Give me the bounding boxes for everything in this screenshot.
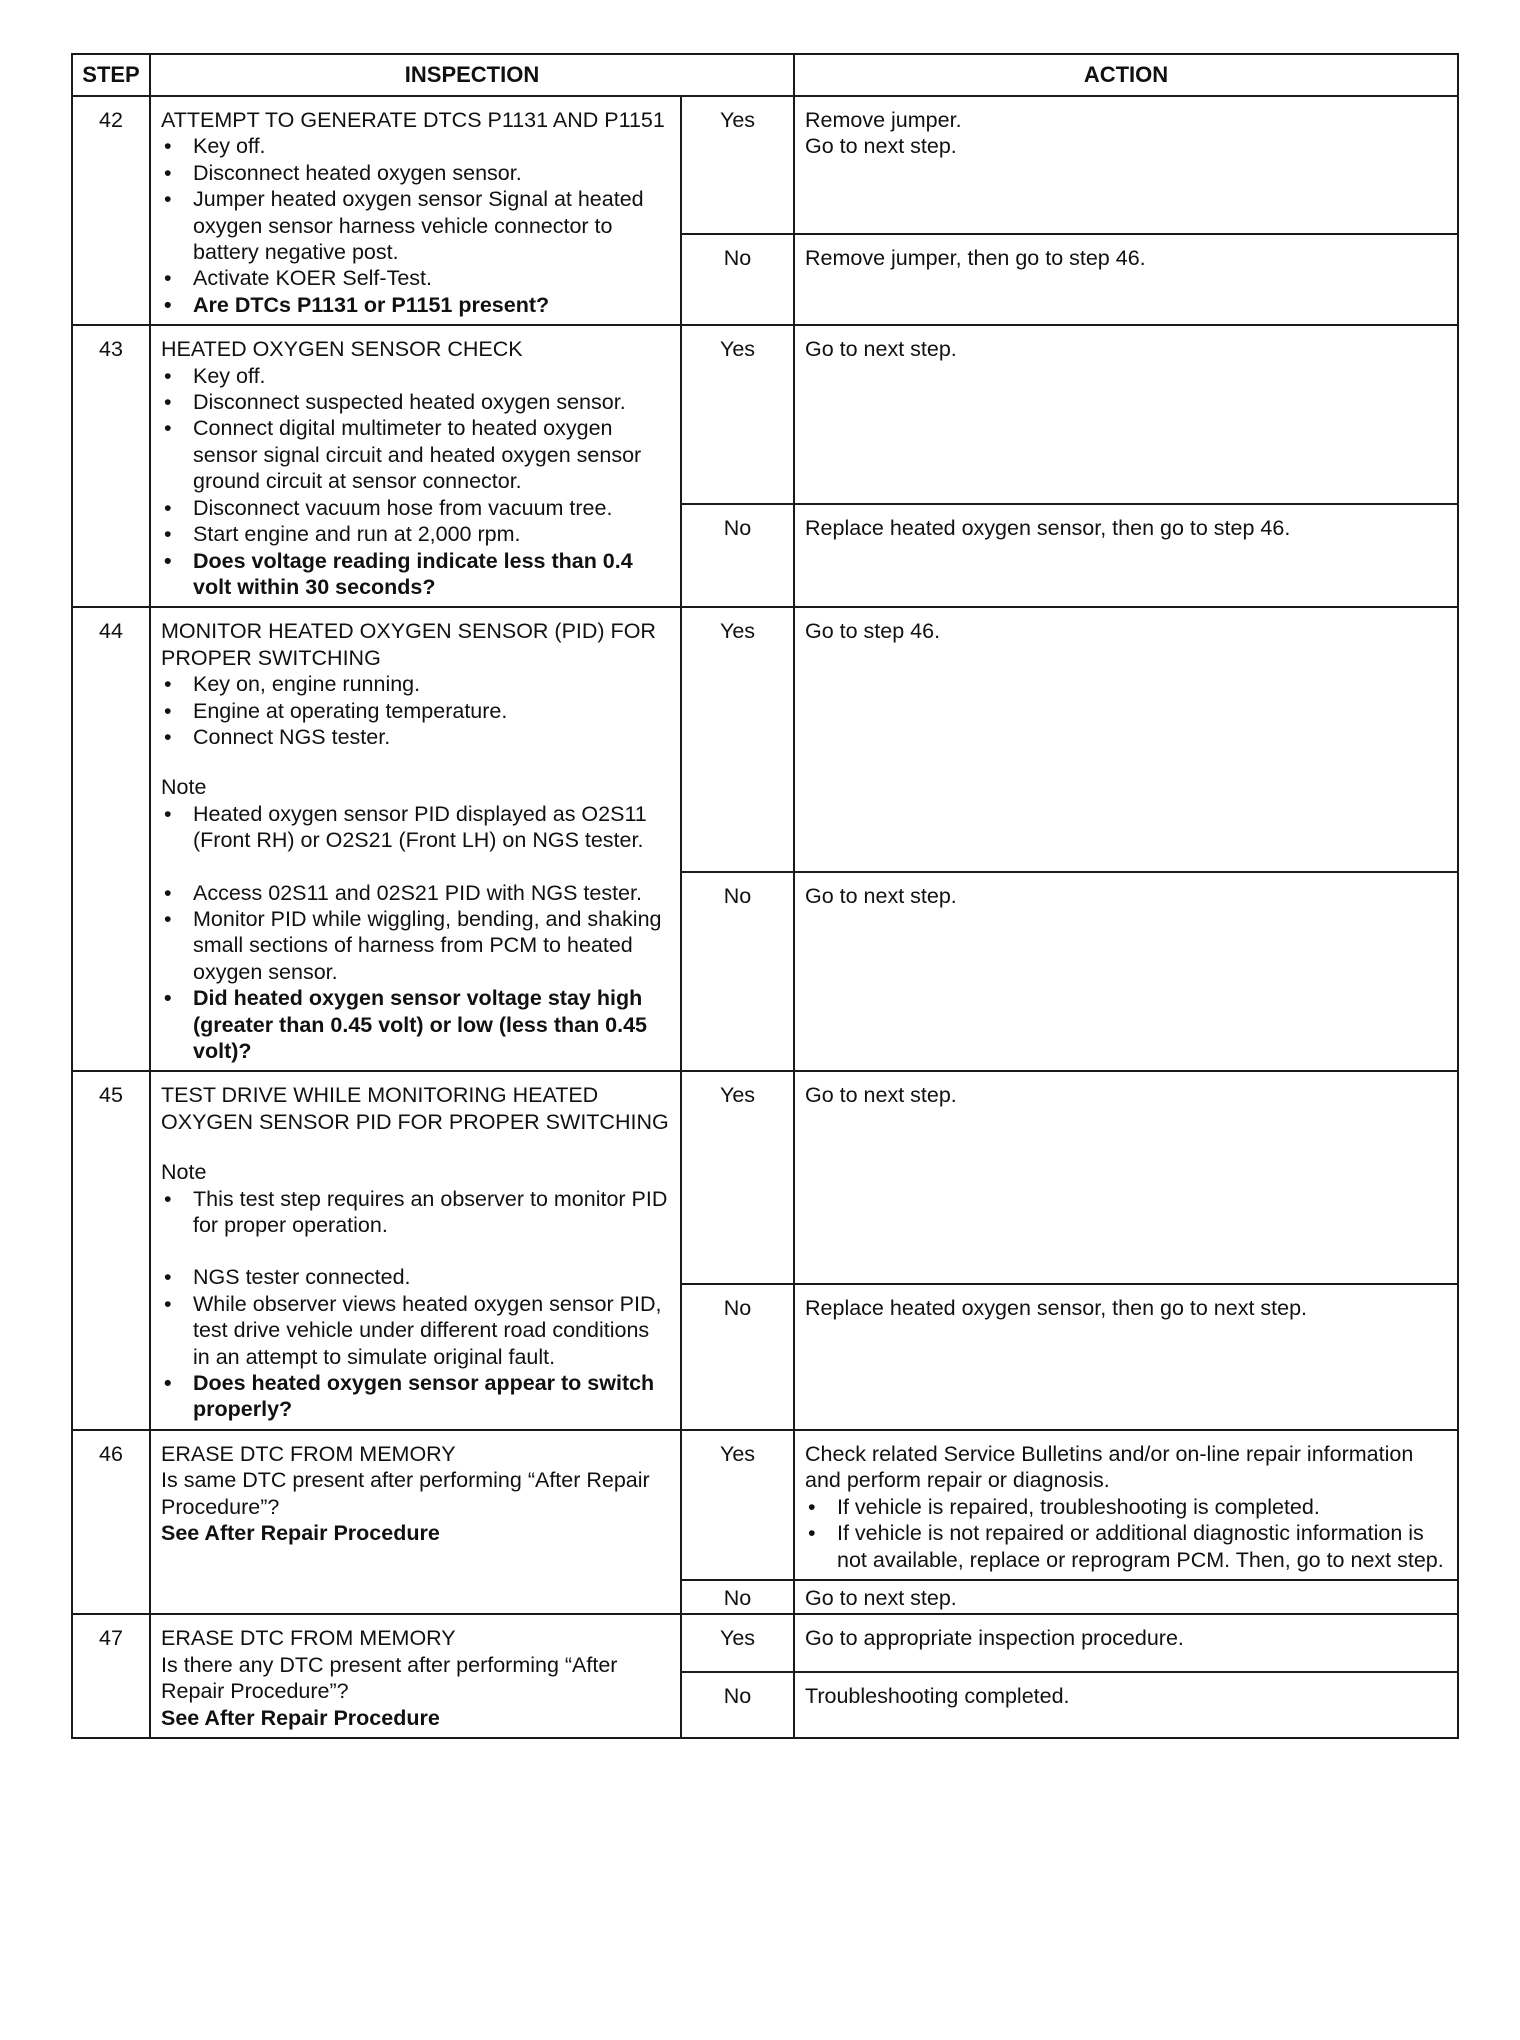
header-inspection: INSPECTION xyxy=(150,54,794,96)
yes-label: Yes xyxy=(681,1071,794,1284)
yes-action xyxy=(794,1430,1458,1580)
header-row xyxy=(72,54,1458,96)
no-action: Replace heated oxygen sensor, then go to next step. xyxy=(794,1284,1458,1429)
inspection-bullets xyxy=(161,133,670,318)
step-42-yes-row xyxy=(72,96,1458,234)
yes-action: Go to next step. xyxy=(794,1071,1458,1284)
bullet-question: • Did heated oxygen sensor voltage stay high (greater than 0.45 volt) or low (less than 0.45 volt)? xyxy=(161,985,670,1064)
bullet: • NGS tester connected. xyxy=(161,1264,670,1290)
step-number: 43 xyxy=(72,325,150,607)
step-number: 44 xyxy=(72,607,150,1071)
bullet-question: • Are DTCs P1131 or P1151 present? xyxy=(161,292,670,318)
bullet: • Connect digital multimeter to heated oxygen sensor signal circuit and heated oxygen sensor ground circuit at sensor connector. xyxy=(161,415,670,494)
no-action: Remove jumper, then go to step 46. xyxy=(794,234,1458,325)
header-step: STEP xyxy=(72,54,150,96)
yes-label: Yes xyxy=(681,1614,794,1672)
bullet: • While observer views heated oxygen sensor PID, test drive vehicle under different road conditions in an attempt to simulate original fault. xyxy=(161,1291,670,1370)
diagnostic-table xyxy=(71,53,1459,1739)
yes-action xyxy=(794,96,1458,234)
no-label: No xyxy=(681,1580,794,1614)
bullet: • Access 02S11 and 02S21 PID with NGS tester. xyxy=(161,880,670,906)
bullet: • Key off. xyxy=(161,133,670,159)
bullet: • Monitor PID while wiggling, bending, and shaking small sections of harness from PCM to heated oxygen sensor. xyxy=(161,906,670,985)
step-number: 45 xyxy=(72,1071,150,1429)
inspection-bullets xyxy=(161,1264,670,1422)
step-44-yes-row xyxy=(72,607,1458,872)
inspection-title: ATTEMPT TO GENERATE DTCS P1131 AND P1151 xyxy=(161,108,665,132)
no-action: Go to next step. xyxy=(794,1580,1458,1614)
yes-action: Go to appropriate inspection procedure. xyxy=(794,1614,1458,1672)
yes-label: Yes xyxy=(681,96,794,234)
step-47-inspection xyxy=(150,1614,681,1738)
inspection-bullets xyxy=(161,671,670,750)
inspection-title: ERASE DTC FROM MEMORY xyxy=(161,1441,456,1466)
note-bullets xyxy=(161,801,670,854)
step-43-inspection xyxy=(150,325,681,607)
action-bullet: • If vehicle is repaired, troubleshooting is completed. xyxy=(805,1494,1447,1520)
bullet: • Disconnect suspected heated oxygen sensor. xyxy=(161,389,670,415)
bullet: • Start engine and run at 2,000 rpm. xyxy=(161,521,670,547)
inspection-bullets xyxy=(161,880,670,1065)
bullet: • Disconnect heated oxygen sensor. xyxy=(161,160,670,186)
bullet: • Key on, engine running. xyxy=(161,671,670,697)
bullet: • Disconnect vacuum hose from vacuum tree. xyxy=(161,495,670,521)
no-label: No xyxy=(681,1284,794,1429)
yes-label: Yes xyxy=(681,1430,794,1580)
no-action: Go to next step. xyxy=(794,872,1458,1071)
action-bullet: • If vehicle is not repaired or additional diagnostic information is not available, replace or reprogram PCM. Then, go to next step. xyxy=(805,1520,1447,1573)
inspection-title: ERASE DTC FROM MEMORY xyxy=(161,1626,456,1651)
yes-label: Yes xyxy=(681,607,794,872)
yes-action: Go to step 46. xyxy=(794,607,1458,872)
note-label: Note xyxy=(161,775,207,800)
step-number: 47 xyxy=(72,1614,150,1738)
action-line: Go to next step. xyxy=(805,134,957,159)
bullet-question: • Does voltage reading indicate less than 0.4 volt within 30 seconds? xyxy=(161,548,670,601)
action-line: Remove jumper. xyxy=(805,108,962,132)
bullet: • Key off. xyxy=(161,363,670,389)
step-44-inspection xyxy=(150,607,681,1071)
yes-label: Yes xyxy=(681,325,794,504)
header-action: ACTION xyxy=(794,54,1458,96)
bullet: • Jumper heated oxygen sensor Signal at heated oxygen sensor harness vehicle connector to battery negative post. xyxy=(161,186,670,265)
inspection-title: MONITOR HEATED OXYGEN SENSOR (PID) FOR PROPER SWITCHING xyxy=(161,619,656,670)
action-text: Check related Service Bulletins and/or on-line repair information and perform repair or diagnosis. xyxy=(805,1441,1414,1493)
step-number: 42 xyxy=(72,96,150,325)
inspection-question: Is same DTC present after performing “After Repair Procedure”? xyxy=(161,1468,650,1519)
step-47-yes-row xyxy=(72,1614,1458,1672)
no-label: No xyxy=(681,1672,794,1738)
see-reference: See After Repair Procedure xyxy=(161,1521,440,1546)
bullet: • Engine at operating temperature. xyxy=(161,698,670,724)
no-label: No xyxy=(681,872,794,1071)
step-45-yes-row xyxy=(72,1071,1458,1284)
inspection-title: HEATED OXYGEN SENSOR CHECK xyxy=(161,337,523,362)
bullet: • Connect NGS tester. xyxy=(161,724,670,750)
step-46-yes-row xyxy=(72,1430,1458,1580)
no-action: Troubleshooting completed. xyxy=(794,1672,1458,1738)
note-bullets xyxy=(161,1186,670,1239)
no-label: No xyxy=(681,504,794,607)
step-46-inspection xyxy=(150,1430,681,1614)
step-45-inspection xyxy=(150,1071,681,1429)
no-label: No xyxy=(681,234,794,325)
no-action: Replace heated oxygen sensor, then go to step 46. xyxy=(794,504,1458,607)
bullet-question: • Does heated oxygen sensor appear to switch properly? xyxy=(161,1370,670,1423)
see-reference: See After Repair Procedure xyxy=(161,1705,440,1730)
bullet: • Activate KOER Self-Test. xyxy=(161,265,670,291)
step-43-yes-row xyxy=(72,325,1458,504)
step-number: 46 xyxy=(72,1430,150,1614)
inspection-bullets xyxy=(161,363,670,601)
note-bullet: • Heated oxygen sensor PID displayed as O2S11 (Front RH) or O2S21 (Front LH) on NGS tester. xyxy=(161,801,670,854)
note-bullet: • This test step requires an observer to monitor PID for proper operation. xyxy=(161,1186,670,1239)
step-42-inspection xyxy=(150,96,681,325)
yes-action: Go to next step. xyxy=(794,325,1458,504)
action-bullets xyxy=(805,1494,1447,1573)
inspection-question: Is there any DTC present after performing “After Repair Procedure”? xyxy=(161,1652,618,1704)
note-label: Note xyxy=(161,1160,207,1185)
inspection-title: TEST DRIVE WHILE MONITORING HEATED OXYGEN SENSOR PID FOR PROPER SWITCHING xyxy=(161,1083,669,1134)
